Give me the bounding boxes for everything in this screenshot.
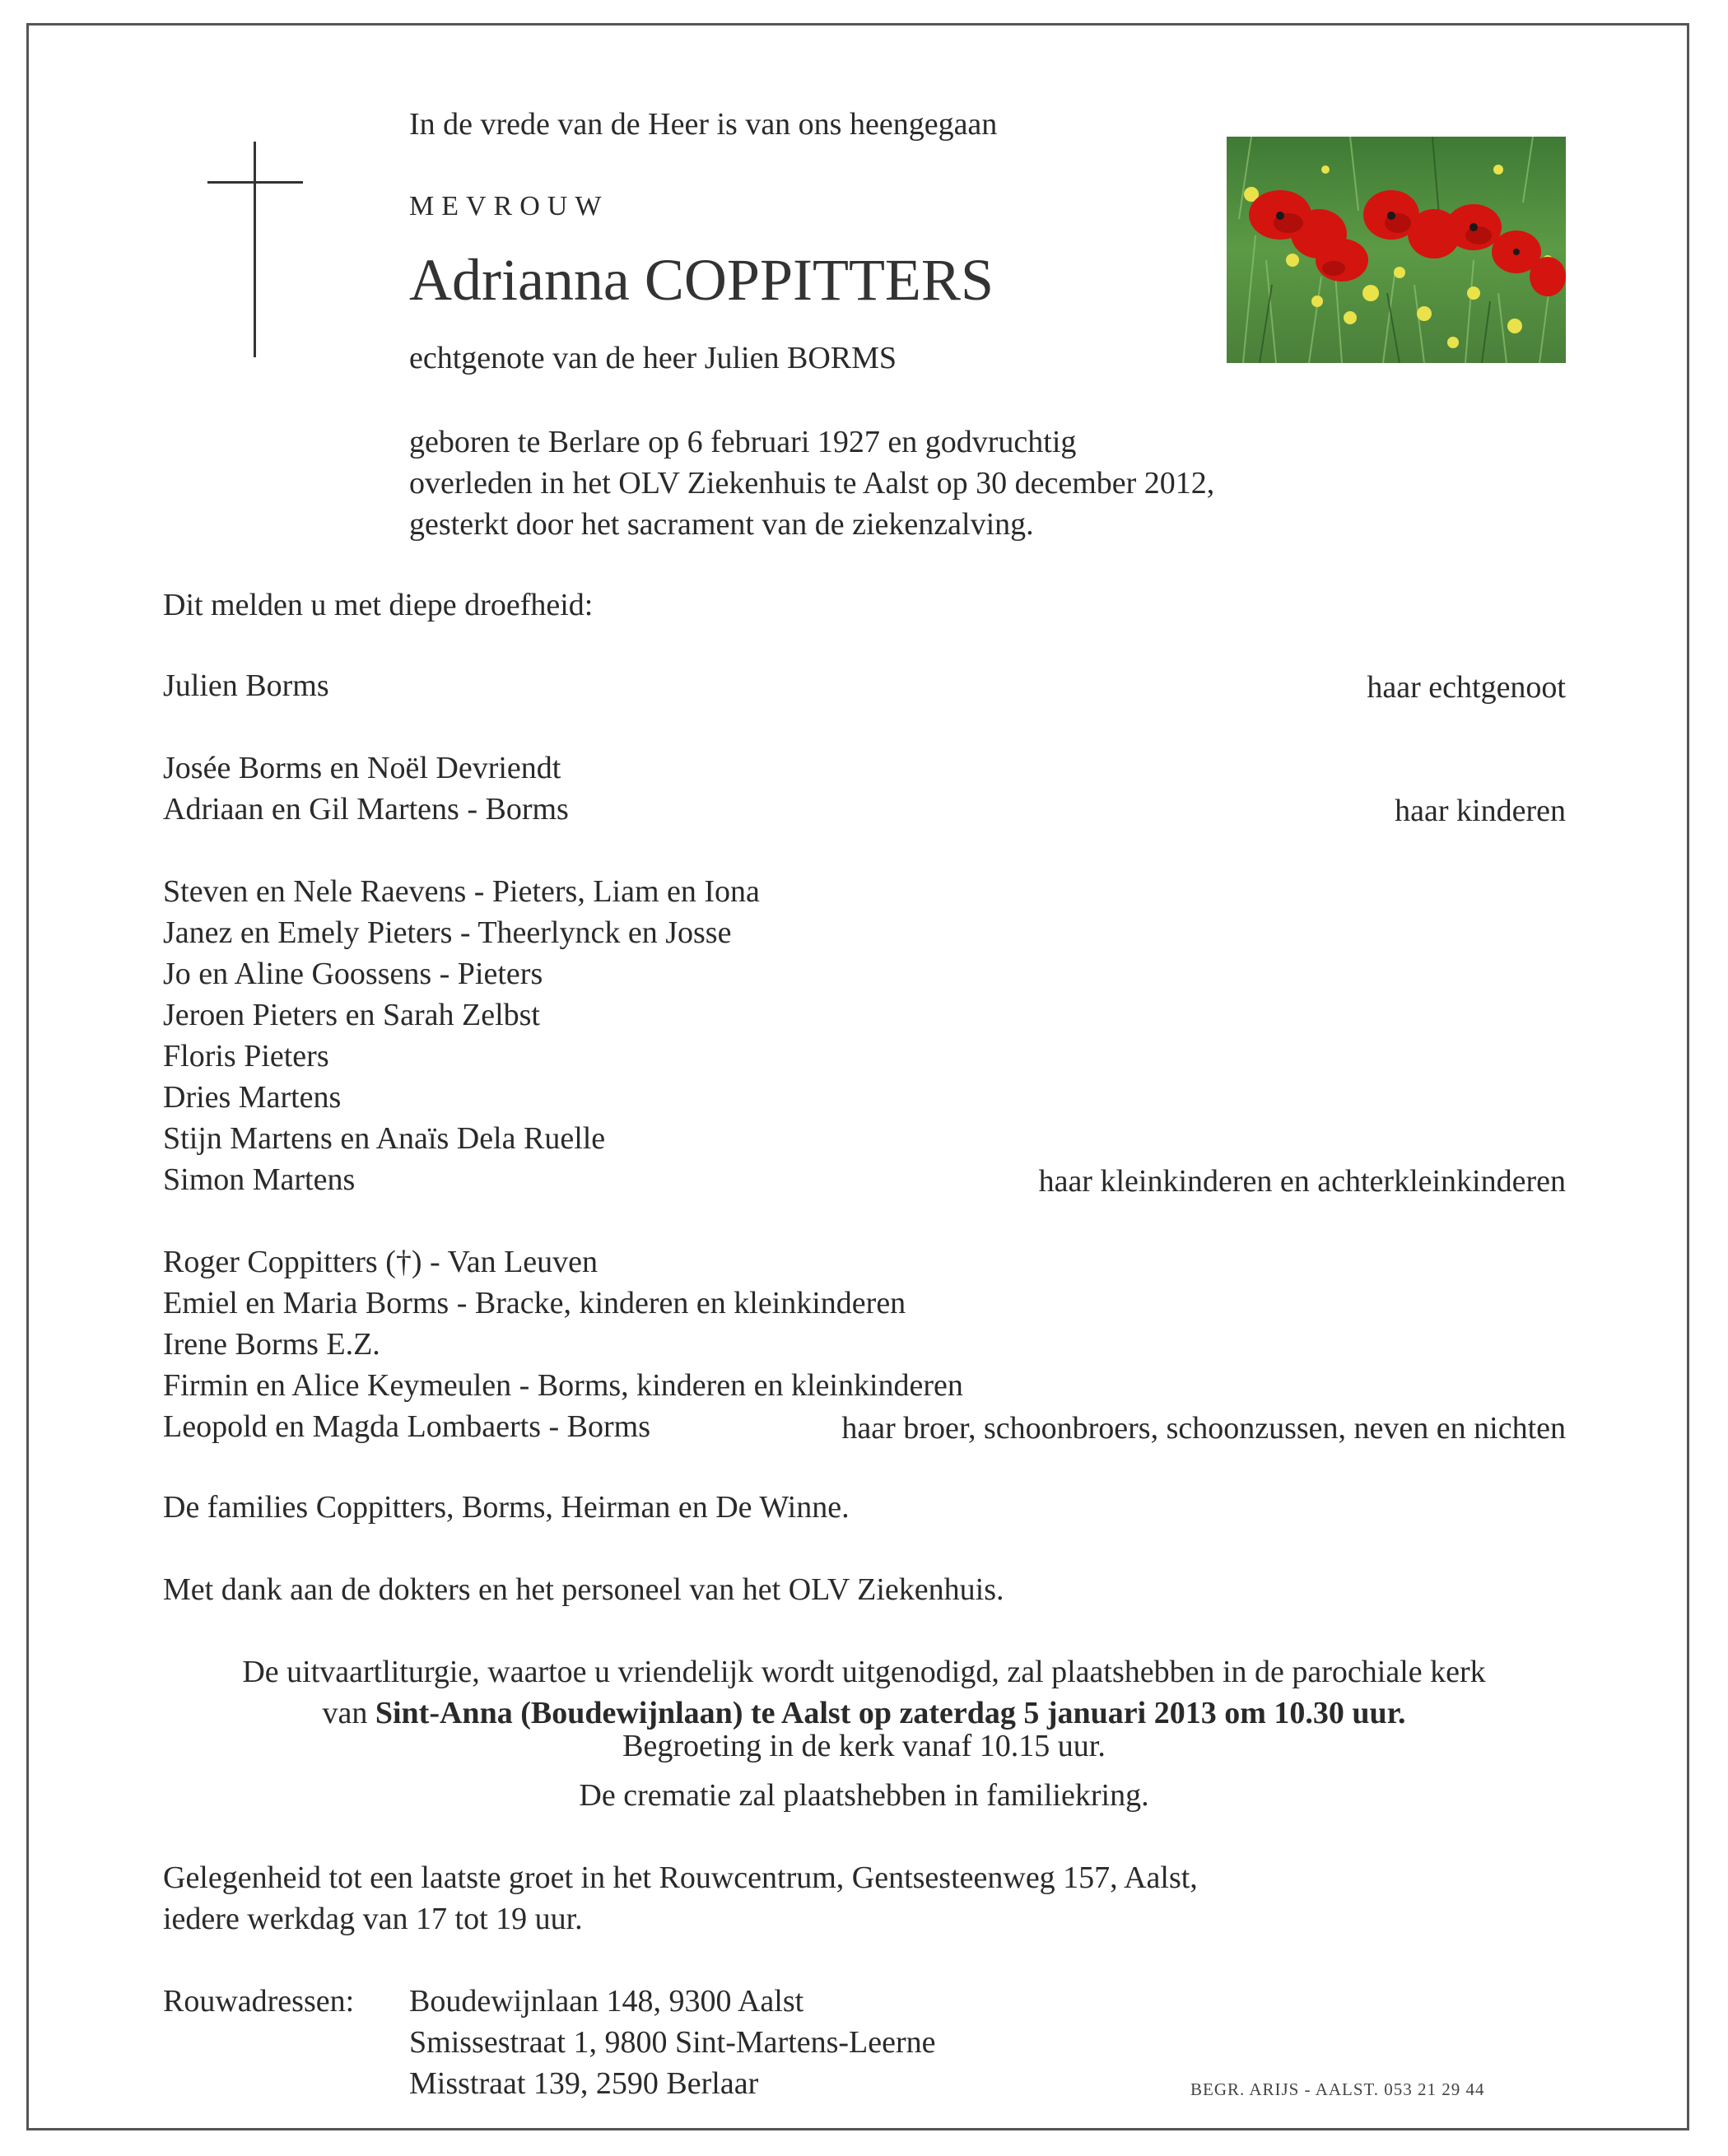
funeral-line-1: De uitvaartliturgie, waartoe u vriendelijk wordt uitgenodigd, zal plaatshebben in de parochiale kerk — [242, 1655, 1486, 1689]
thanks-line: Met dank aan de dokters en het personeel van het OLV Ziekenhuis. — [163, 1572, 1004, 1607]
mourner-name: Julien Borms — [163, 668, 329, 703]
visitation-line-1: Gelegenheid tot een laatste groet in het Rouwcentrum, Gentsesteenweg 157, Aalst, — [163, 1860, 1198, 1895]
birth-line: geboren te Berlare op 6 februari 1927 en godvruchtig — [409, 425, 1077, 459]
mourner-name: Simon Martens — [163, 1162, 356, 1197]
visitation-line-2: iedere werkdag van 17 tot 19 uur. — [163, 1902, 583, 1936]
sacrament-line: gesterkt door het sacrament van de ziekenzalving. — [409, 507, 1034, 542]
address-line: Misstraat 139, 2590 Berlaar — [409, 2066, 759, 2101]
families-line: De families Coppitters, Borms, Heirman en De Winne. — [163, 1490, 850, 1525]
mourner-name: Roger Coppitters (†) - Van Leuven — [163, 1245, 599, 1279]
address-line: Smissestraat 1, 9800 Sint-Martens-Leerne — [409, 2025, 936, 2060]
mourner-name: Adriaan en Gil Martens - Borms — [163, 792, 569, 827]
relation-children: haar kinderen — [1395, 794, 1566, 828]
funeral-prefix: van — [322, 1696, 375, 1730]
mourner-name: Leopold en Magda Lombaerts - Borms — [163, 1409, 651, 1444]
mourner-name: Jeroen Pieters en Sarah Zelbst — [163, 998, 540, 1032]
cross-icon — [254, 142, 256, 357]
death-line: overleden in het OLV Ziekenhuis te Aalst op 30 december 2012, — [409, 466, 1215, 501]
relation-grandchildren: haar kleinkinderen en achterkleinkinderen — [1038, 1164, 1566, 1199]
mourner-name: Steven en Nele Raevens - Pieters, Liam en Iona — [163, 874, 760, 909]
cross-icon-bar — [207, 181, 303, 184]
greeting-line: Begroeting in de kerk vanaf 10.15 uur. — [622, 1729, 1106, 1763]
addresses-label: Rouwadressen: — [163, 1984, 355, 2019]
mourner-name: Floris Pieters — [163, 1039, 329, 1073]
mourner-name: Emiel en Maria Borms - Bracke, kinderen en kleinkinderen — [163, 1286, 906, 1320]
mourner-name: Janez en Emely Pieters - Theerlynck en Josse — [163, 915, 732, 950]
mourner-name: Josée Borms en Noël Devriendt — [163, 751, 561, 785]
intro-text: In de vrede van de Heer is van ons heengegaan — [409, 107, 998, 142]
spouse-line: echtgenote van de heer Julien BORMS — [409, 341, 897, 375]
announcement: Dit melden u met diepe droefheid: — [163, 588, 594, 622]
mourner-name: Stijn Martens en Anaïs Dela Ruelle — [163, 1121, 606, 1156]
mourner-name: Dries Martens — [163, 1080, 342, 1115]
deceased-name: Adrianna COPPITTERS — [409, 247, 994, 313]
address-line: Boudewijnlaan 148, 9300 Aalst — [409, 1984, 804, 2019]
relation-spouse: haar echtgenoot — [1367, 670, 1566, 705]
mourner-name: Jo en Aline Goossens - Pieters — [163, 957, 543, 991]
funeral-details: Sint-Anna (Boudewijnlaan) te Aalst op zaterdag 5 januari 2013 om 10.30 uur. — [375, 1696, 1406, 1730]
printer-credit: BEGR. ARIJS - AALST. 053 21 29 44 — [1190, 2079, 1485, 2099]
cremation-line: De crematie zal plaatshebben in familiekring. — [579, 1778, 1149, 1813]
title-mevrouw: MEVROUW — [409, 191, 609, 221]
mourner-name: Irene Borms E.Z. — [163, 1327, 380, 1362]
mourner-name: Firmin en Alice Keymeulen - Borms, kinderen en kleinkinderen — [163, 1368, 963, 1403]
poppy-flowers-photo — [1227, 137, 1566, 363]
relation-siblings: haar broer, schoonbroers, schoonzussen, neven en nichten — [841, 1411, 1566, 1446]
